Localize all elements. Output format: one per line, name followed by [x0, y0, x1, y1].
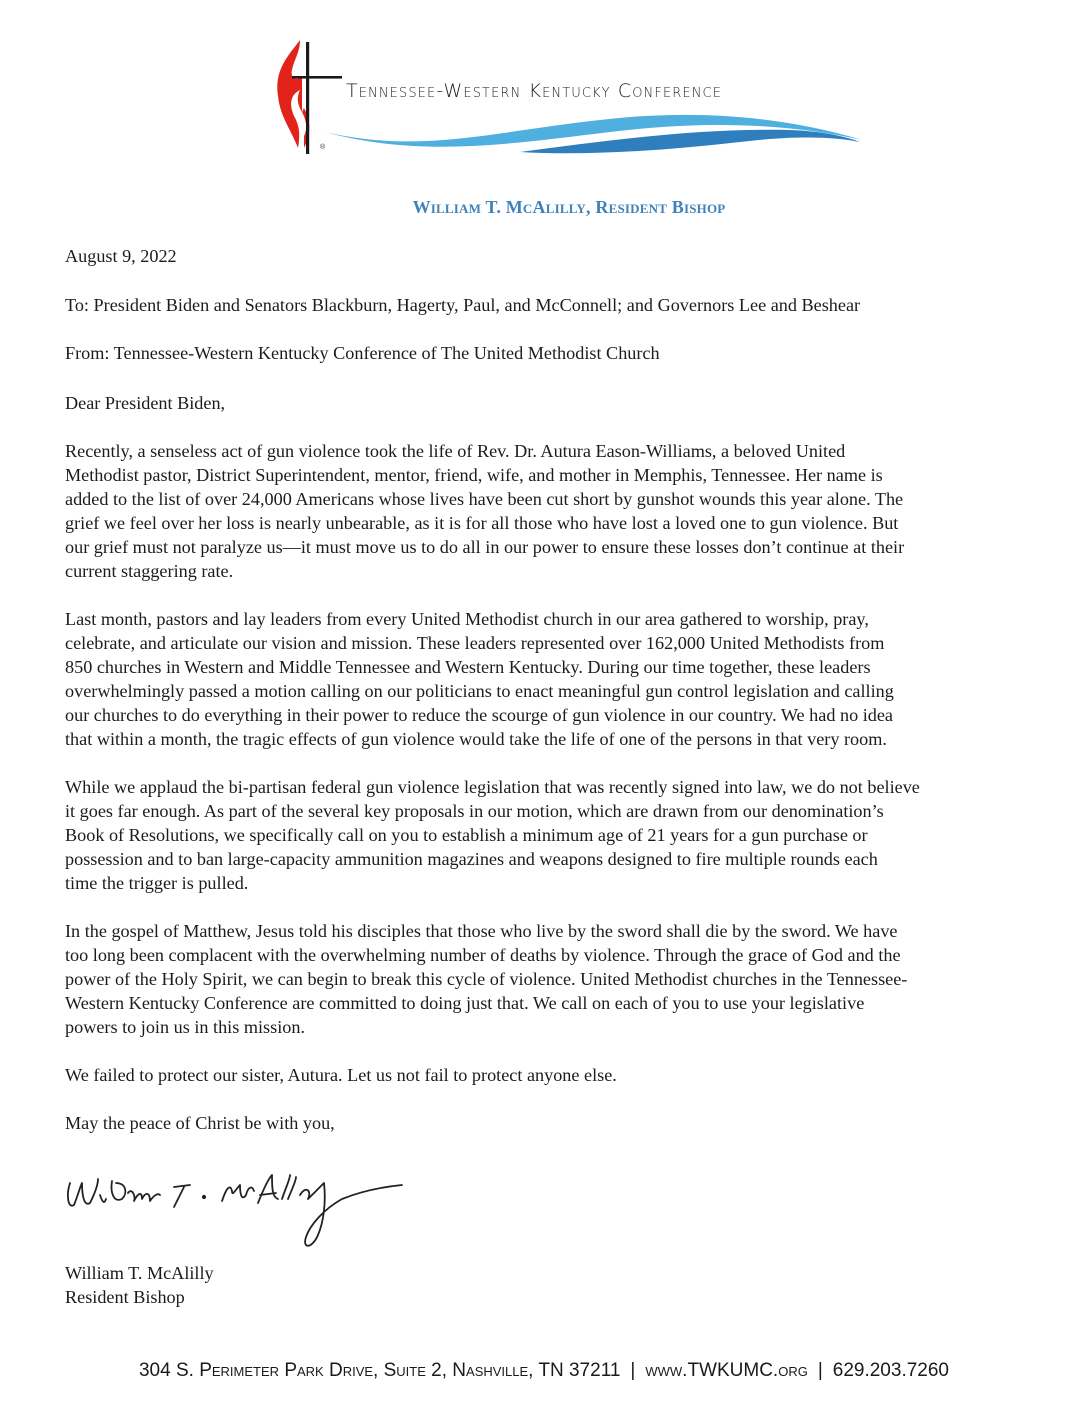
body-paragraph-1	[65, 439, 1033, 583]
paragraph-line: time the trigger is pulled.	[65, 873, 249, 893]
paragraph-line: our churches to do everything in their power to reduce the scourge of gun violence in our country. We had no idea	[65, 705, 893, 725]
paragraph-line: Western Kentucky Conference are committed to doing just that. We call on each of you to use your legislative	[65, 993, 865, 1013]
conference-name: Tennessee-Western Kentucky Conference	[346, 80, 723, 102]
signatory-name: William T. McAlilly	[65, 1263, 214, 1283]
footer-separator: |	[630, 1360, 636, 1381]
footer-website[interactable]: www.TWKUMC.org	[645, 1360, 808, 1381]
paragraph-line: overwhelmingly passed a motion calling on our politicians to enact meaningful gun control legislation and calling	[65, 681, 894, 701]
signatory-title: Resident Bishop	[65, 1287, 185, 1307]
footer-phone: 629.203.7260	[832, 1360, 949, 1381]
letterhead	[270, 36, 870, 162]
valediction: May the peace of Christ be with you,	[65, 1113, 335, 1133]
from-line: From: Tennessee-Western Kentucky Conference of The United Methodist Church	[65, 343, 660, 363]
paragraph-line: In the gospel of Matthew, Jesus told his disciples that those who live by the sword shall die by the sword. We have	[65, 921, 898, 941]
body-paragraph-2	[65, 607, 1033, 751]
paragraph-line: that within a month, the tragic effects of gun violence would take the life of one of the persons in that very room.	[65, 729, 887, 749]
signature-block	[62, 1165, 412, 1307]
paragraph-line: current staggering rate.	[65, 561, 234, 581]
svg-text:®: ®	[320, 144, 326, 151]
to-line: To: President Biden and Senators Blackburn, Hagerty, Paul, and McConnell; and Governors Lee and Beshear	[65, 295, 861, 315]
handwritten-signature-icon	[62, 1165, 412, 1260]
paragraph-line: grief we feel over her loss is nearly unbearable, as it is for all those who have lost a loved one to gun violence. But	[65, 513, 899, 533]
paragraph-line: added to the list of over 24,000 Americans whose lives have been cut short by gunshot wounds this year alone. The	[65, 489, 904, 509]
paragraph-line: While we applaud the bi-partisan federal gun violence legislation that was recently signed into law, we do not believe	[65, 777, 920, 797]
paragraph-line: powers to join us in this mission.	[65, 1017, 305, 1037]
paragraph-line: possession and to ban large-capacity ammunition magazines and weapons designed to fire multiple rounds each	[65, 849, 878, 869]
paragraph-line: Last month, pastors and lay leaders from every United Methodist church in our area gathered to worship, pray,	[65, 609, 869, 629]
paragraph-line: Methodist pastor, District Superintendent, mentor, friend, wife, and mother in Memphis, Tennessee. Her name is	[65, 465, 883, 485]
paragraph-line: 850 churches in Western and Middle Tennessee and Western Kentucky. During our time together, these leaders	[65, 657, 871, 677]
letter-date: August 9, 2022	[65, 246, 177, 266]
paragraph-line: it goes far enough. As part of the several key proposals in our motion, which are drawn from our denomination’s	[65, 801, 884, 821]
body-paragraph-3	[65, 775, 1033, 895]
paragraph-line: Book of Resolutions, we specifically call on you to establish a minimum age of 21 years for a gun purchase or	[65, 825, 868, 845]
footer-contact	[0, 1360, 1088, 1382]
paragraph-line: our grief must not paralyze us—it must move us to do all in our power to ensure these losses don’t continue at their	[65, 537, 905, 557]
paragraph-line: celebrate, and articulate our vision and mission. These leaders represented over 162,000 United Methodists from	[65, 633, 885, 653]
salutation: Dear President Biden,	[65, 393, 226, 413]
footer-separator: |	[817, 1360, 823, 1381]
bishop-heading: William T. McAlilly, Resident Bishop	[412, 197, 726, 217]
body-paragraph-4	[65, 919, 1033, 1039]
paragraph-line: too long been complacent with the overwhelming number of deaths by violence. Through the grace of God and the	[65, 945, 901, 965]
closing-statement: We failed to protect our sister, Autura. Let us not fail to protect anyone else.	[65, 1065, 617, 1085]
paragraph-line: power of the Holy Spirit, we can begin to break this cycle of violence. United Methodist churches in the Tennessee-	[65, 969, 908, 989]
footer-address: 304 S. Perimeter Park Drive, Suite 2, Nashville, TN 37211	[138, 1360, 621, 1381]
paragraph-line: Recently, a senseless act of gun violence took the life of Rev. Dr. Autura Eason-Williams, a beloved United	[65, 441, 846, 461]
